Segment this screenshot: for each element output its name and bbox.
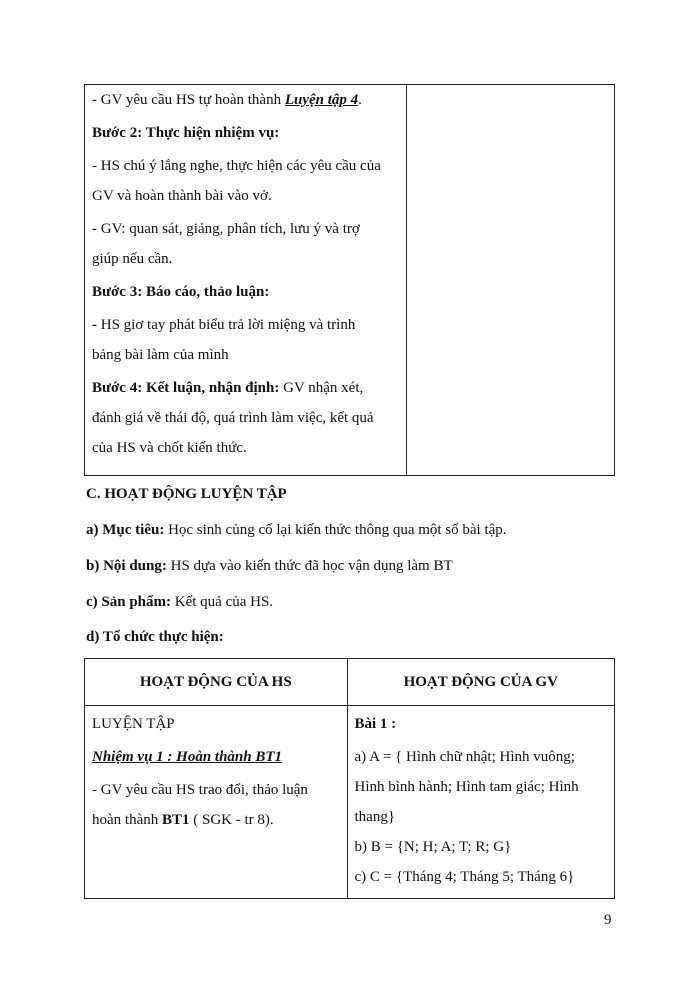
student-activity-cell bbox=[85, 85, 407, 476]
answer-a-line-3: thang} bbox=[354, 809, 396, 825]
practice-student-cell bbox=[85, 706, 348, 899]
step-3-line-2: bảng bài làm của mình bbox=[92, 347, 229, 363]
practice-title: LUYỆN TẬP bbox=[92, 716, 175, 732]
content-line: b) Nội dung: HS dựa vào kiến thức đã học vận dụng làm BT bbox=[86, 558, 453, 574]
answer-c: c) C = {Tháng 4; Tháng 5; Tháng 6} bbox=[354, 869, 575, 885]
step-4-line-2: đánh giá về thái độ, quá trình làm việc, kết quả bbox=[92, 410, 374, 426]
step-4-line-1: Bước 4: Kết luận, nhận định: GV nhận xét, bbox=[92, 380, 364, 396]
exercise-1-title: Bài 1 : bbox=[354, 716, 397, 732]
intro-line: - GV yêu cầu HS tự hoàn thành Luyện tập 4. bbox=[92, 92, 362, 108]
task-1-title: Nhiệm vụ 1 : Hoàn thành BT1 bbox=[92, 749, 283, 765]
task-1-line-2: hoàn thành BT1 ( SGK - tr 8). bbox=[92, 812, 274, 828]
step-2-line-4: giúp nếu cần. bbox=[92, 251, 173, 267]
product-line: c) Sản phẩm: Kết quả của HS. bbox=[86, 594, 274, 610]
objective-line: a) Mục tiêu: Học sinh củng cố lại kiến thức thông qua một số bài tập. bbox=[86, 522, 507, 538]
step-4-line-3: của HS và chốt kiến thức. bbox=[92, 440, 247, 456]
organization-line: d) Tổ chức thực hiện: bbox=[86, 629, 224, 645]
answer-b: b) B = {N; H; A; T; R; G} bbox=[354, 839, 512, 855]
header-teacher-activity: HOẠT ĐỘNG CỦA GV bbox=[347, 659, 615, 706]
answer-a-line-1: a) A = { Hình chữ nhật; Hình vuông; bbox=[354, 749, 575, 765]
step-2-line-1: - HS chú ý lắng nghe, thực hiện các yêu cầu của bbox=[92, 158, 381, 174]
step-2-line-2: GV và hoàn thành bài vào vở. bbox=[92, 188, 272, 204]
task-1-line-1: - GV yêu cầu HS trao đổi, thảo luận bbox=[92, 782, 308, 798]
activity-table-continued bbox=[84, 84, 615, 476]
step-2-line-3: - GV: quan sát, giảng, phân tích, lưu ý và trợ bbox=[92, 221, 360, 237]
step-3-line-1: - HS giơ tay phát biểu trả lời miệng và trình bbox=[92, 317, 356, 333]
step-2-title: Bước 2: Thực hiện nhiệm vụ: bbox=[92, 125, 280, 141]
header-student-activity: HOẠT ĐỘNG CỦA HS bbox=[85, 659, 348, 706]
teacher-activity-cell bbox=[407, 85, 615, 476]
step-3-title: Bước 3: Báo cáo, thảo luận: bbox=[92, 284, 270, 300]
practice-teacher-cell bbox=[347, 706, 615, 899]
practice-4-link: Luyện tập 4 bbox=[284, 92, 359, 108]
section-c-title: C. HOẠT ĐỘNG LUYỆN TẬP bbox=[86, 486, 287, 502]
answer-a-line-2: Hình bình hành; Hình tam giác; Hình bbox=[354, 779, 579, 795]
page-number: 9 bbox=[604, 912, 612, 928]
practice-activity-table bbox=[84, 658, 615, 899]
